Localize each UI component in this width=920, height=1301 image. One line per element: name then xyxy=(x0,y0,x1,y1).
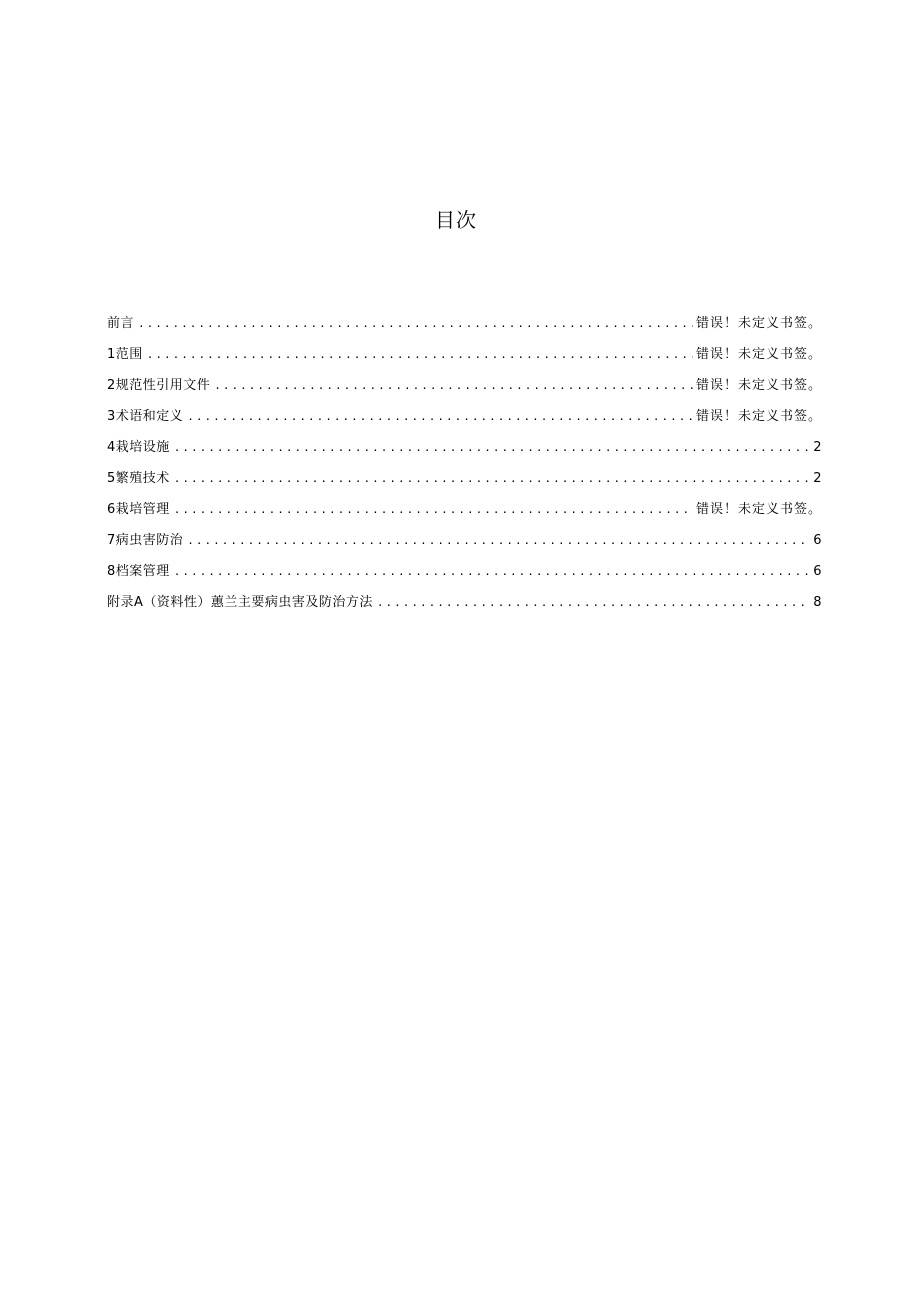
toc-entry-page: 8 xyxy=(813,595,822,610)
dot-leader xyxy=(174,467,810,491)
dot-leader xyxy=(174,560,810,584)
toc-entry-page: 6 xyxy=(813,533,822,548)
toc-entry[interactable] xyxy=(107,591,822,622)
toc-entry-label: 8档案管理 xyxy=(107,564,170,579)
toc-entry-label: 4栽培设施 xyxy=(107,440,170,455)
toc-entry[interactable] xyxy=(107,560,822,591)
dot-leader xyxy=(147,343,693,367)
dot-leader xyxy=(138,312,693,336)
toc-entry-label: 5繁殖技术 xyxy=(107,471,170,486)
toc-entry-label: 3术语和定义 xyxy=(107,409,184,424)
toc-entry-label: 7病虫害防治 xyxy=(107,533,184,548)
dot-leader xyxy=(187,529,810,553)
toc-entry[interactable] xyxy=(107,436,822,467)
toc-entry[interactable] xyxy=(107,374,822,405)
dot-leader xyxy=(377,591,810,615)
toc-entry[interactable] xyxy=(107,498,822,529)
toc-entry-label: 1范围 xyxy=(107,347,143,362)
toc-entry-page: 2 xyxy=(813,471,822,486)
toc-entry-page: 错误！未定义书签。 xyxy=(695,316,822,331)
toc-entry[interactable] xyxy=(107,467,822,498)
toc-entry-page: 2 xyxy=(813,440,822,455)
dot-leader xyxy=(174,498,693,522)
toc-entry-label: 附录A（资料性）蕙兰主要病虫害及防治方法 xyxy=(107,595,373,610)
toc-entry-label: 前言 xyxy=(107,316,135,331)
toc-entry[interactable] xyxy=(107,343,822,374)
toc-entry-page: 错误！未定义书签。 xyxy=(695,502,822,517)
dot-leader xyxy=(174,436,810,460)
toc-entry-page: 6 xyxy=(813,564,822,579)
toc-list xyxy=(107,312,822,622)
toc-entry-label: 2规范性引用文件 xyxy=(107,378,211,393)
toc-entry-page: 错误！未定义书签。 xyxy=(695,409,822,424)
toc-entry[interactable] xyxy=(107,312,822,343)
toc-title: 目次 xyxy=(435,208,477,232)
toc-entry-page: 错误！未定义书签。 xyxy=(695,347,822,362)
toc-entry-page: 错误！未定义书签。 xyxy=(695,378,822,393)
dot-leader xyxy=(214,374,693,398)
dot-leader xyxy=(187,405,693,429)
toc-entry[interactable] xyxy=(107,529,822,560)
toc-entry-label: 6栽培管理 xyxy=(107,502,170,517)
toc-entry[interactable] xyxy=(107,405,822,436)
